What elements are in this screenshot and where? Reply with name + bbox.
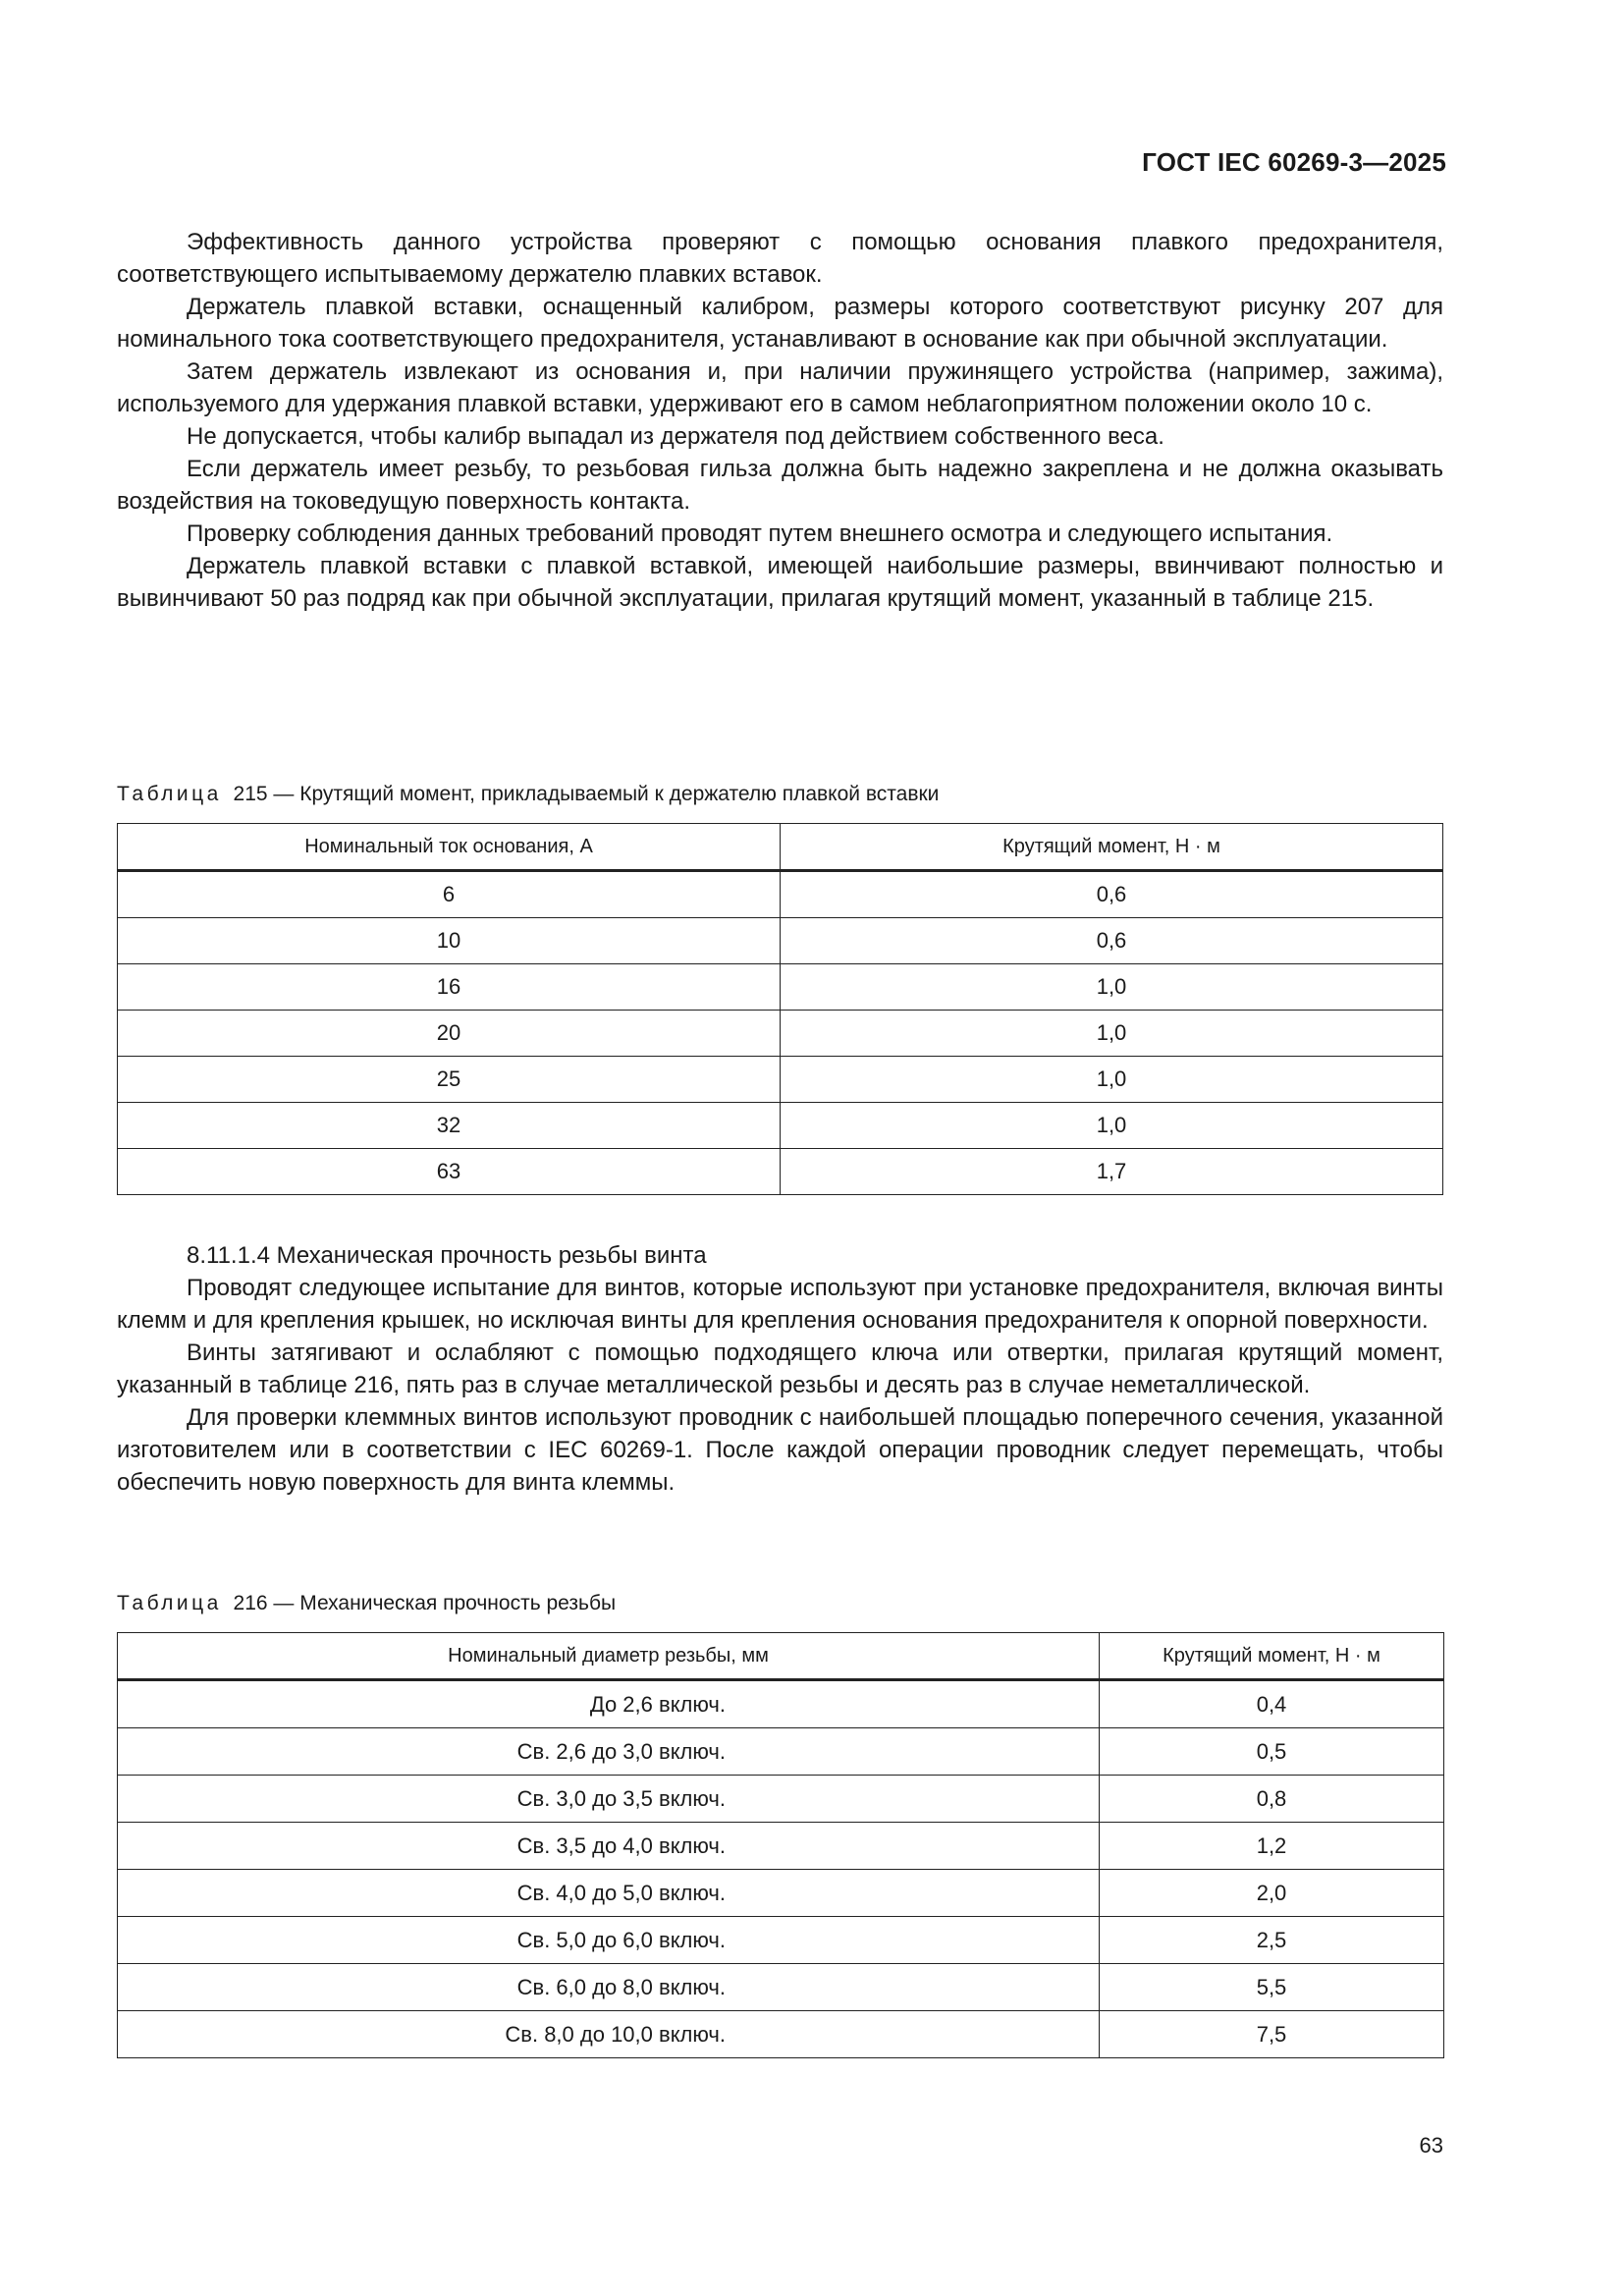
table-cell: 0,5 bbox=[1100, 1728, 1444, 1776]
table-row bbox=[118, 1870, 1444, 1917]
table-cell: 6 bbox=[118, 871, 781, 918]
table-title: 216 — Механическая прочность резьбы bbox=[233, 1592, 617, 1614]
table-row bbox=[118, 1057, 1443, 1103]
table-cell: 32 bbox=[118, 1103, 781, 1149]
table-title: 215 — Крутящий момент, прикладываемый к держателю плавкой вставки bbox=[233, 783, 940, 805]
table-cell: До 2,6 включ. bbox=[118, 1680, 1100, 1728]
table-cell: 20 bbox=[118, 1011, 781, 1057]
table-215 bbox=[117, 823, 1443, 1195]
table-cell: Св. 3,5 до 4,0 включ. bbox=[118, 1823, 1100, 1870]
paragraph: Затем держатель извлекают из основания и, при наличии пружинящего устройства (например, зажима), используемого для удержания плавкой вставки, удерживают его в самом неблагоприятном положении около 10 с. bbox=[117, 358, 1443, 417]
table-row bbox=[118, 964, 1443, 1011]
table-row bbox=[118, 1680, 1444, 1728]
document-id-header: ГОСТ IEC 60269-3—2025 bbox=[1142, 147, 1446, 177]
paragraph: Для проверки клеммных винтов используют проводник с наибольшей площадью поперечного сечения, указанной изготовителем или в соответствии с IEC 60269-1. После каждой операции проводник следует перемещать, чтобы обеспечить новую поверхность для винта клеммы. bbox=[117, 1404, 1443, 1496]
table-cell: 0,6 bbox=[781, 871, 1443, 918]
table-216 bbox=[117, 1632, 1444, 2058]
column-header: Крутящий момент, Н · м bbox=[1100, 1633, 1444, 1680]
table-row bbox=[118, 1728, 1444, 1776]
table-cell: 0,8 bbox=[1100, 1776, 1444, 1823]
table-cell: Св. 6,0 до 8,0 включ. bbox=[118, 1964, 1100, 2011]
table-cell: Св. 2,6 до 3,0 включ. bbox=[118, 1728, 1100, 1776]
text-block-2 bbox=[117, 1239, 1443, 1499]
paragraph: Винты затягивают и ослабляют с помощью подходящего ключа или отвертки, прилагая крутящий момент, указанный в таблице 216, пять раз в случае металлической резьбы и десять раз в случае неметаллической. bbox=[117, 1339, 1443, 1398]
paragraph: Проводят следующее испытание для винтов, которые используют при установке предохранителя, включая винты клемм и для крепления крышек, но исключая винты для крепления основания предохранителя к опорной поверхности. bbox=[117, 1275, 1443, 1334]
table-cell: Св. 5,0 до 6,0 включ. bbox=[118, 1917, 1100, 1964]
text-block-1 bbox=[117, 226, 1443, 615]
column-header: Номинальный диаметр резьбы, мм bbox=[118, 1633, 1100, 1680]
table-cell: 25 bbox=[118, 1057, 781, 1103]
table-215-caption bbox=[117, 782, 939, 807]
paragraph: Если держатель имеет резьбу, то резьбовая гильза должна быть надежно закреплена и не должна оказывать воздействия на токоведущую поверхность контакта. bbox=[117, 456, 1443, 515]
table-cell: 2,5 bbox=[1100, 1917, 1444, 1964]
column-header: Номинальный ток основания, А bbox=[118, 824, 781, 871]
table-row bbox=[118, 1917, 1444, 1964]
table-cell: 10 bbox=[118, 918, 781, 964]
table-cell: 1,0 bbox=[781, 964, 1443, 1011]
paragraph: Держатель плавкой вставки, оснащенный калибром, размеры которого соответствуют рисунку 207 для номинального тока соответствующего предохранителя, устанавливают в основание как при обычной эксплуатации. bbox=[117, 294, 1443, 353]
table-row bbox=[118, 1011, 1443, 1057]
column-header: Крутящий момент, Н · м bbox=[781, 824, 1443, 871]
section-heading: 8.11.1.4 Механическая прочность резьбы винта bbox=[187, 1242, 707, 1269]
table-216-caption bbox=[117, 1591, 616, 1616]
table-row bbox=[118, 1776, 1444, 1823]
table-row bbox=[118, 1823, 1444, 1870]
table-label: Таблица bbox=[117, 1592, 222, 1614]
table-row bbox=[118, 2011, 1444, 2058]
table-cell: 1,0 bbox=[781, 1057, 1443, 1103]
table-cell: 7,5 bbox=[1100, 2011, 1444, 2058]
paragraph: Эффективность данного устройства проверяют с помощью основания плавкого предохранителя, соответствующего испытываемому держателю плавких вставок. bbox=[117, 229, 1443, 288]
table-row bbox=[118, 918, 1443, 964]
table-cell: 0,4 bbox=[1100, 1680, 1444, 1728]
table-row bbox=[118, 1149, 1443, 1195]
table-cell: 0,6 bbox=[781, 918, 1443, 964]
table-cell: 2,0 bbox=[1100, 1870, 1444, 1917]
table-row bbox=[118, 1964, 1444, 2011]
table-cell: 5,5 bbox=[1100, 1964, 1444, 2011]
paragraph: Держатель плавкой вставки с плавкой вставкой, имеющей наибольшие размеры, ввинчивают полностью и вывинчивают 50 раз подряд как при обычной эксплуатации, прилагая крутящий момент, указанный в таблице 215. bbox=[117, 553, 1443, 612]
table-cell: Св. 3,0 до 3,5 включ. bbox=[118, 1776, 1100, 1823]
paragraph: Проверку соблюдения данных требований проводят путем внешнего осмотра и следующего испытания. bbox=[187, 520, 1333, 547]
table-label: Таблица bbox=[117, 783, 222, 805]
table-row bbox=[118, 1103, 1443, 1149]
table-row bbox=[118, 871, 1443, 918]
table-cell: 1,0 bbox=[781, 1011, 1443, 1057]
table-cell: 1,0 bbox=[781, 1103, 1443, 1149]
table-cell: 1,7 bbox=[781, 1149, 1443, 1195]
table-cell: 16 bbox=[118, 964, 781, 1011]
table-cell: Св. 4,0 до 5,0 включ. bbox=[118, 1870, 1100, 1917]
page-number: 63 bbox=[1419, 2133, 1443, 2158]
paragraph: Не допускается, чтобы калибр выпадал из держателя под действием собственного веса. bbox=[187, 423, 1164, 450]
table-cell: Св. 8,0 до 10,0 включ. bbox=[118, 2011, 1100, 2058]
table-cell: 1,2 bbox=[1100, 1823, 1444, 1870]
table-cell: 63 bbox=[118, 1149, 781, 1195]
